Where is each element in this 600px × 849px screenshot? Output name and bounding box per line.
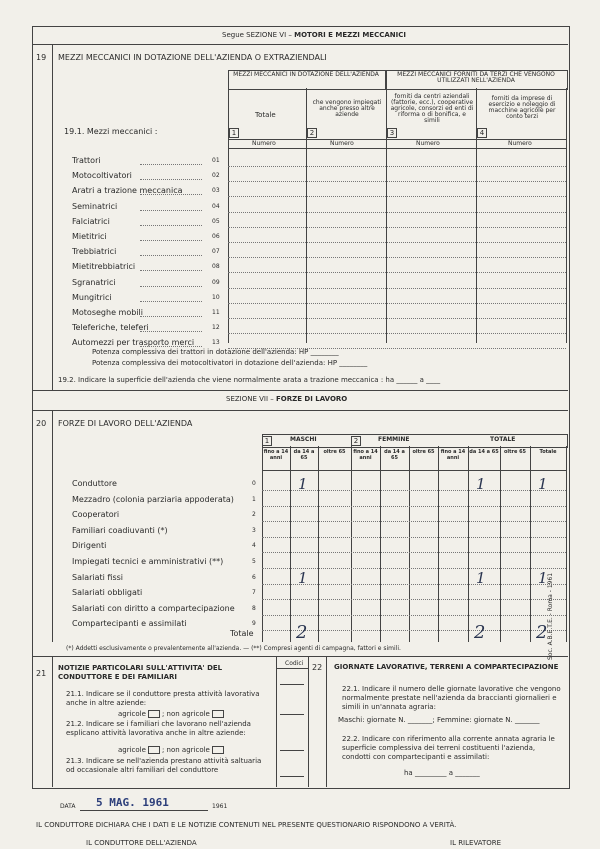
mezzo-code: 10 xyxy=(212,294,220,301)
group-number-box: 1 xyxy=(262,436,272,446)
grid-col-line xyxy=(530,446,531,642)
row-line xyxy=(262,630,566,631)
col4-label: forniti da imprese di esercizio e noleggio di macchine agricole per conto terzi xyxy=(488,95,556,120)
group-a-title: MEZZI MECCANICI IN DOTAZIONE DELL'AZIENDA xyxy=(233,71,379,78)
row-line xyxy=(262,506,566,507)
age-subheader: fino a 14 anni xyxy=(440,449,466,461)
superficie-row: ha _________ a _______ xyxy=(404,769,480,777)
entry-line[interactable] xyxy=(228,227,566,228)
col1-label: Totale xyxy=(255,111,276,119)
leader-dots xyxy=(140,316,202,317)
col-line xyxy=(476,88,477,343)
age-subheader: da 14 a 65 xyxy=(469,449,499,455)
rilevatore-signature-label: IL RILEVATORE xyxy=(450,839,502,847)
s19-number: 19 xyxy=(36,53,47,62)
leader-dots xyxy=(140,346,202,347)
handwritten-count: 1 xyxy=(476,475,486,493)
worker-category-code: 9 xyxy=(252,620,256,627)
mezzo-label: Trattori xyxy=(72,156,101,165)
row-line xyxy=(262,615,566,616)
date-line xyxy=(80,810,208,811)
worker-category-code: 1 xyxy=(252,496,256,503)
age-subheader: Totale xyxy=(539,449,557,455)
q19-2: 19.2. Indicare la superficie dell'azienda che viene normalmente arata a trazione meccanica : ha ______ a ____ xyxy=(58,376,441,384)
mezzo-label: Falciatrici xyxy=(72,217,110,226)
q21-3: 21.3. Indicare se nell'azienda prestano attività saltuaria od occasionale altri familiari del conduttore xyxy=(66,757,262,774)
group-number-box: 2 xyxy=(351,436,361,446)
codici-line xyxy=(308,656,309,787)
mezzo-code: 09 xyxy=(212,279,220,286)
data-label: DATA xyxy=(60,803,76,810)
numero-label: Numero xyxy=(330,140,354,147)
mezzo-code: 13 xyxy=(212,339,220,346)
leader-dots xyxy=(140,301,202,302)
mezzo-label: Teleferiche, teleferi xyxy=(72,323,149,332)
leader-dots xyxy=(140,286,202,287)
codici-label: Codici xyxy=(285,660,304,667)
leader-dots xyxy=(140,210,202,211)
col-number-box: 3 xyxy=(387,128,397,138)
q21-2-options: agricole ; non agricole xyxy=(118,746,226,754)
leader-dots xyxy=(140,270,202,271)
handwritten-count: 1 xyxy=(538,475,548,493)
q22-1: 22.1. Indicare il numero delle giornate lavorative che vengono normalmente prestate nell'azienda da braccianti giornalieri e simili in un'annata agraria: xyxy=(342,685,561,711)
s19-subtitle: 19.1. Mezzi meccanici : xyxy=(64,127,158,136)
codici-line xyxy=(276,656,277,787)
worker-category-label: Mezzadro (colonia parziaria appoderata) xyxy=(72,495,234,504)
entry-line[interactable] xyxy=(228,166,566,167)
handwritten-total: 2 xyxy=(474,622,486,643)
code-line xyxy=(280,714,304,715)
worker-category-code: 7 xyxy=(252,589,256,596)
number-column-divider xyxy=(326,656,327,787)
col2-label: che vengono impiegati anche presso altre aziende xyxy=(312,99,382,118)
age-subheader: oltre 65 xyxy=(323,449,346,455)
totale-row-label: Totale xyxy=(230,629,254,638)
leader-dots xyxy=(140,240,202,241)
handwritten-count: 1 xyxy=(476,569,486,587)
q21-1: 21.1. Indicare se il conduttore presta attività lavorativa anche in altre aziende: xyxy=(66,690,260,707)
mezzo-code: 06 xyxy=(212,233,220,240)
handwritten-total: 2 xyxy=(296,622,308,643)
worker-category-label: Cooperatori xyxy=(72,510,120,519)
group-b-title: MEZZI MECCANICI FORNITI DA TERZI CHE VENGONO UTILIZZATI NELL'AZIENDA xyxy=(397,71,555,84)
mezzo-label: Mungitrici xyxy=(72,293,112,302)
q22-2: 22.2. Indicare con riferimento alla corrente annata agraria le superficie complessiva dei terreni costituenti l'azienda, condotti con compartecipanti e assimilati: xyxy=(342,735,555,761)
entry-line[interactable] xyxy=(228,212,566,213)
col-line xyxy=(386,88,387,343)
leader-dots xyxy=(140,179,202,180)
date-stamp: 5 MAG. 1961 xyxy=(96,796,169,809)
col-line xyxy=(306,88,307,343)
code-line xyxy=(280,750,304,751)
femmine-header: FEMMINE xyxy=(378,436,410,443)
potenza-motocoltivatori: Potenza complessiva dei motocoltivatori in dotazione dell'azienda: HP ________ xyxy=(92,359,368,367)
s21-title: NOTIZIE PARTICOLARI SULL'ATTIVITA' DEL CONDUTTORE E DEI FAMILIARI xyxy=(58,664,223,681)
grid-col-line xyxy=(290,446,291,642)
s22-title: GIORNATE LAVORATIVE, TERRENI A COMPARTECIPAZIONE xyxy=(334,663,559,671)
non-agricole-checkbox[interactable] xyxy=(212,710,224,718)
mezzo-label: Motoseghe mobili xyxy=(72,308,143,317)
section-title: MOTORI E MEZZI MECCANICI xyxy=(294,31,406,39)
printer-credit: Soc. A.B.E.T.E. - Roma - 1961 xyxy=(547,572,554,660)
entry-line[interactable] xyxy=(228,272,566,273)
entry-line[interactable] xyxy=(228,333,566,334)
numero-label: Numero xyxy=(252,140,276,147)
grid-col-line xyxy=(409,446,410,642)
handwritten-count: 1 xyxy=(298,475,308,493)
conduttore-signature-label: IL CONDUTTORE DELL'AZIENDA xyxy=(86,839,197,847)
grid-col-line xyxy=(468,446,469,642)
worker-category-label: Salariati con diritto a compartecipazione xyxy=(72,604,235,613)
worker-category-label: Salariati obbligati xyxy=(72,588,143,597)
totale-header: TOTALE xyxy=(490,436,516,443)
date-year: 1961 xyxy=(212,803,228,810)
worker-category-label: Familiari coadiuvanti (*) xyxy=(72,526,168,535)
leader-dots xyxy=(140,194,202,195)
leader-dots xyxy=(140,225,202,226)
maschi-header: MASCHI xyxy=(290,436,317,443)
worker-category-code: 8 xyxy=(252,605,256,612)
handwritten-total: 2 xyxy=(536,622,548,643)
s20-number: 20 xyxy=(36,419,47,428)
code-line xyxy=(280,776,304,777)
code-line xyxy=(280,684,304,685)
worker-category-label: Compartecipanti e assimilati xyxy=(72,619,187,628)
potenza-trattori: Potenza complessiva dei trattori in dotazione dell'azienda: HP ________ xyxy=(92,348,339,356)
divider xyxy=(32,656,568,657)
mezzo-label: Aratri a trazione meccanica xyxy=(72,186,183,195)
s21-number: 21 xyxy=(36,669,47,678)
worker-category-code: 0 xyxy=(252,480,256,487)
number-column-divider xyxy=(52,410,53,642)
mezzo-label: Automezzi per trasporto merci xyxy=(72,338,195,347)
worker-category-code: 2 xyxy=(252,511,256,518)
divider xyxy=(32,44,568,45)
grid-col-line xyxy=(566,446,567,642)
number-column-divider xyxy=(52,44,53,390)
giornate-row: Maschi: giornate N. _______; Femmine: giornate N. _______ xyxy=(338,716,540,724)
mezzo-code: 05 xyxy=(212,218,220,225)
mezzo-code: 03 xyxy=(212,187,220,194)
header-rule xyxy=(228,148,566,149)
divider xyxy=(32,390,568,391)
grid-col-line xyxy=(262,446,263,642)
age-subheader: fino a 14 anni xyxy=(263,449,289,461)
worker-category-label: Conduttore xyxy=(72,479,117,488)
mezzo-code: 04 xyxy=(212,203,220,210)
divider xyxy=(32,410,568,411)
q21-2: 21.2. Indicare se i familiari che lavorano nell'azienda esplicano attività lavorativa anche in altre aziende: xyxy=(66,720,251,737)
mezzo-label: Mietitrebbiatrici xyxy=(72,262,136,271)
worker-category-label: Dirigenti xyxy=(72,541,107,550)
grid-col-line xyxy=(318,446,319,642)
mezzo-label: Mietitrici xyxy=(72,232,107,241)
entry-line[interactable] xyxy=(228,288,566,289)
row-line xyxy=(262,521,566,522)
mezzo-label: Sgranatrici xyxy=(72,278,116,287)
mezzo-code: 02 xyxy=(212,172,220,179)
col3-label: forniti da centri aziendali (fattorie, ecc.), cooperative agricole, consorzi ed enti di riforma o di bonifica, e simili xyxy=(390,93,474,124)
leader-dots xyxy=(140,331,202,332)
mezzo-label: Seminatrici xyxy=(72,202,118,211)
entry-line[interactable] xyxy=(228,303,566,304)
col-line xyxy=(566,88,567,343)
worker-category-code: 3 xyxy=(252,527,256,534)
grid-header-rule xyxy=(262,470,566,471)
mezzo-code: 08 xyxy=(212,263,220,270)
handwritten-count: 1 xyxy=(538,569,548,587)
entry-line[interactable] xyxy=(228,181,566,182)
mezzo-code: 12 xyxy=(212,324,220,331)
grid-col-line xyxy=(351,446,352,642)
section-vii-header: SEZIONE VII – FORZE DI LAVORO xyxy=(226,395,348,403)
row-line xyxy=(262,568,566,569)
age-subheader: da 14 a 65 xyxy=(293,449,315,461)
s20-title: FORZE DI LAVORO DELL'AZIENDA xyxy=(58,419,193,428)
declaration: IL CONDUTTORE DICHIARA CHE I DATI E LE NOTIZIE CONTENUTI NEL PRESENTE QUESTIONARIO RISPONDONO A VERITÀ. xyxy=(36,821,457,829)
s19-title: MEZZI MECCANICI IN DOTAZIONE DELL'AZIENDA O EXTRAZIENDALI xyxy=(58,53,327,62)
col-number-box: 1 xyxy=(229,128,239,138)
mezzo-code: 11 xyxy=(212,309,220,316)
grid-col-line xyxy=(438,446,439,642)
worker-category-code: 5 xyxy=(252,558,256,565)
col-line xyxy=(228,88,229,343)
entry-line[interactable] xyxy=(228,257,566,258)
agricole-checkbox[interactable] xyxy=(148,746,160,754)
section-header xyxy=(222,32,406,39)
row-line xyxy=(262,584,566,585)
handwritten-count: 1 xyxy=(298,569,308,587)
s20-footnote: (*) Addetti esclusivamente o prevalentemente all'azienda. — (**) Compresi agenti di campagna, fattori e simili. xyxy=(66,645,401,652)
worker-category-label: Salariati fissi xyxy=(72,573,124,582)
entry-line[interactable] xyxy=(228,318,566,319)
row-line xyxy=(262,537,566,538)
row-line xyxy=(262,552,566,553)
mezzo-code: 07 xyxy=(212,248,220,255)
age-subheader: oltre 65 xyxy=(503,449,527,455)
number-column-divider xyxy=(52,656,53,787)
age-subheader: oltre 65 xyxy=(412,449,435,455)
agricole-checkbox[interactable] xyxy=(148,710,160,718)
numero-label: Numero xyxy=(416,140,440,147)
col-number-box: 2 xyxy=(307,128,317,138)
leader-dots xyxy=(140,255,202,256)
row-line xyxy=(262,490,566,491)
grid-col-line xyxy=(380,446,381,642)
age-subheader: fino a 14 anni xyxy=(353,449,378,461)
grid-col-line xyxy=(500,446,501,642)
worker-category-code: 4 xyxy=(252,542,256,549)
mezzo-label: Trebbiatrici xyxy=(72,247,117,256)
worker-category-code: 6 xyxy=(252,574,256,581)
mezzo-label: Motocoltivatori xyxy=(72,171,132,180)
non-agricole-checkbox[interactable] xyxy=(212,746,224,754)
mezzo-code: 01 xyxy=(212,157,220,164)
codici-rule xyxy=(276,668,308,669)
entry-line[interactable] xyxy=(228,242,566,243)
leader-dots xyxy=(140,164,202,165)
numero-label: Numero xyxy=(508,140,532,147)
col-number-box: 4 xyxy=(477,128,487,138)
worker-category-label: Impiegati tecnici e amministrativi (**) xyxy=(72,557,224,566)
age-subheader: da 14 a 65 xyxy=(384,449,405,461)
q21-1-options: agricole ; non agricole xyxy=(118,710,226,718)
row-line xyxy=(262,599,566,600)
s22-number: 22 xyxy=(312,663,323,672)
entry-line[interactable] xyxy=(228,196,566,197)
section-prefix: Segue SEZIONE VI – xyxy=(222,31,292,39)
